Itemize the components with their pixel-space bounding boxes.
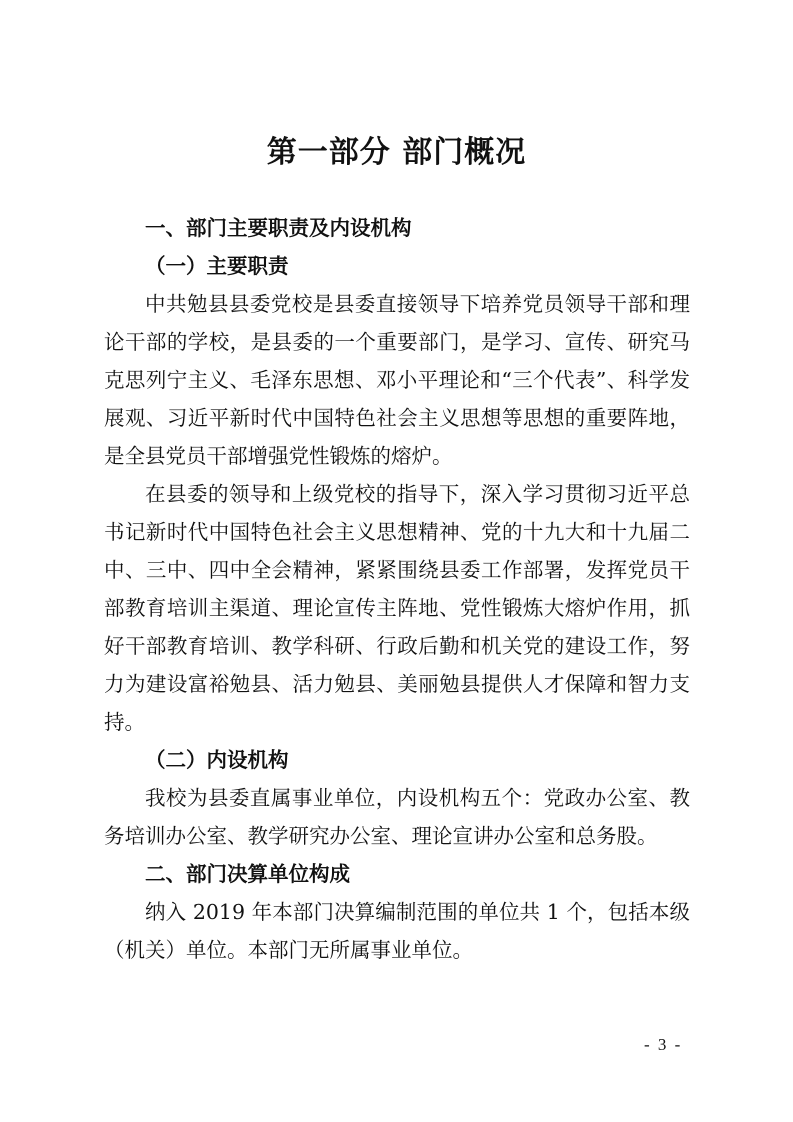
paragraph-duties-1: 中共勉县县委党校是县委直接领导下培养党员领导干部和理论干部的学校，是县委的一个重要部门，是学习、宣传、研究马克思列宁主义、毛泽东思想、邓小平理论和“三个代表”、科学发展观、习近平新时代中国特色社会主义思想等思想的重要阵地，是全县党员干部增强党性锻炼的熔炉。 [104,292,690,468]
document-body [104,209,690,969]
paragraph-duties-2: 在县委的领导和上级党校的指导下，深入学习贯彻习近平总书记新时代中国特色社会主义思想精神、党的十九大和十九届二中、三中、四中全会精神，紧紧围绕县委工作部署，发挥党员干部教育培训主渠道、理论宣传主阵地、党性锻炼大熔炉作用，抓好干部教育培训、教学科研、行政后勤和机关党的建设工作，努力为建设富裕勉县、活力勉县、美丽勉县提供人才保障和智力支持。 [104,482,690,734]
paragraph-unit-composition: 纳入 2019 年本部门决算编制范围的单位共 1 个，包括本级（机关）单位。本部门无所属事业单位。 [104,900,690,962]
paragraph-internal-structure: 我校为县委直属事业单位，内设机构五个：党政办公室、教务培训办公室、教学研究办公室、理论宣讲办公室和总务股。 [104,786,690,848]
subsection-heading-main-duties: （一）主要职责 [145,254,289,278]
section-heading-1: 一、部门主要职责及内设机构 [145,216,412,240]
section-heading-2: 二、部门决算单位构成 [145,862,350,886]
page-number: - 3 - [644,1035,683,1054]
page-title: 第一部分 部门概况 [266,135,527,170]
subsection-heading-internal-structure: （二）内设机构 [145,748,289,772]
